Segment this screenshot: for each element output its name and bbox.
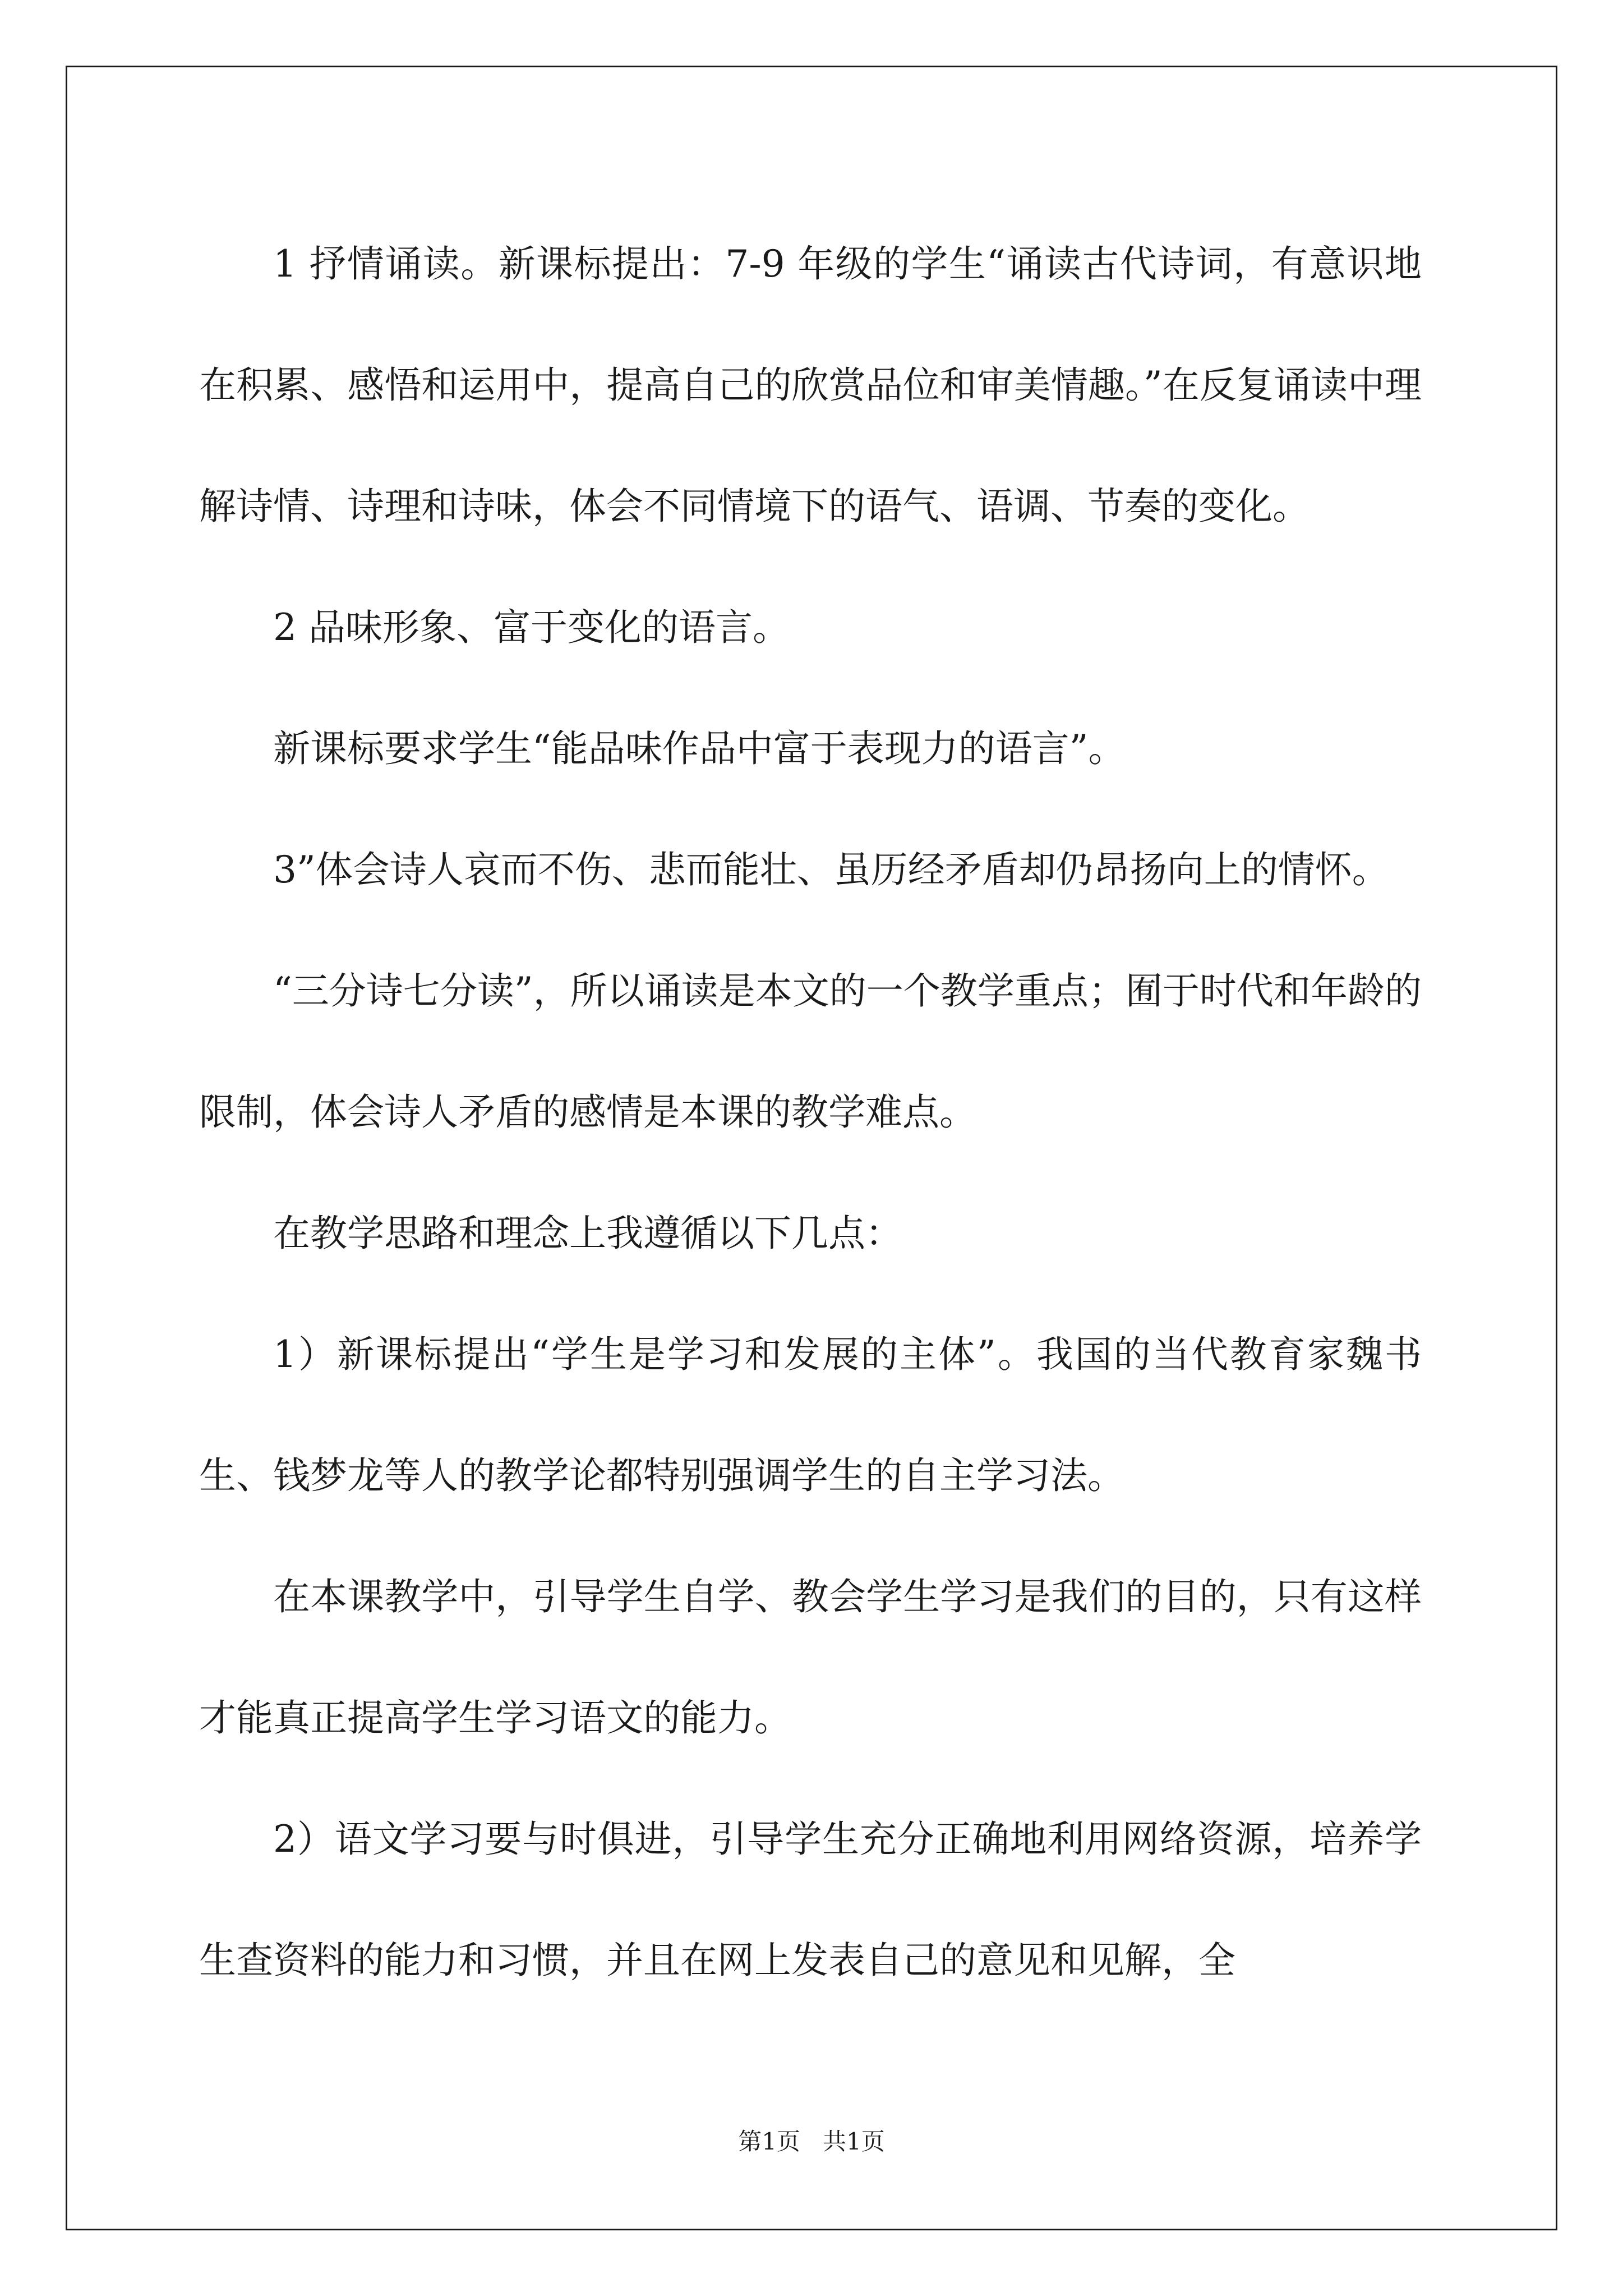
paragraph-4: 3”体会诗人哀而不伤、悲而能壮、虽历经矛盾却仍昂扬向上的情怀。 bbox=[273, 848, 1389, 891]
paragraph-2: 2 品味形象、富于变化的语言。 bbox=[273, 606, 790, 649]
paragraph-1: 1 抒情诵读。新课标提出：7-9 年级的学生“诵读古代诗词，有意识地在积累、感悟和运用中，提高自己的欣赏品位和审美情趣。”在反复诵读中理解诗情、诗理和诗味，体会不同情境下的语气、语调、节奏的变化。 bbox=[199, 242, 1422, 528]
paragraph-8: 在本课教学中，引导学生自学、教会学生学习是我们的目的，只有这样才能真正提高学生学习语文的能力。 bbox=[199, 1575, 1422, 1740]
page-total: 共1页 bbox=[823, 2128, 885, 2155]
paragraph-5: “三分诗七分读”，所以诵读是本文的一个教学重点；囿于时代和年龄的限制，体会诗人矛盾的感情是本课的教学难点。 bbox=[199, 969, 1422, 1134]
page-footer bbox=[0, 2123, 1623, 2157]
page-number: 第1页 bbox=[738, 2128, 800, 2155]
paragraph-7: 1）新课标提出“学生是学习和发展的主体”。我国的当代教育家魏书生、钱梦龙等人的教学论都特别强调学生的自主学习法。 bbox=[199, 1333, 1422, 1497]
paragraph-9: 2）语文学习要与时俱进，引导学生充分正确地利用网络资源，培养学生查资料的能力和习惯，并且在网上发表自己的意见和见解，全 bbox=[199, 1818, 1422, 1982]
paragraph-6: 在教学思路和理念上我遵循以下几点： bbox=[273, 1212, 902, 1255]
paragraph-3: 新课标要求学生“能品味作品中富于表现力的语言”。 bbox=[273, 727, 1126, 770]
document-body bbox=[199, 204, 1422, 2021]
